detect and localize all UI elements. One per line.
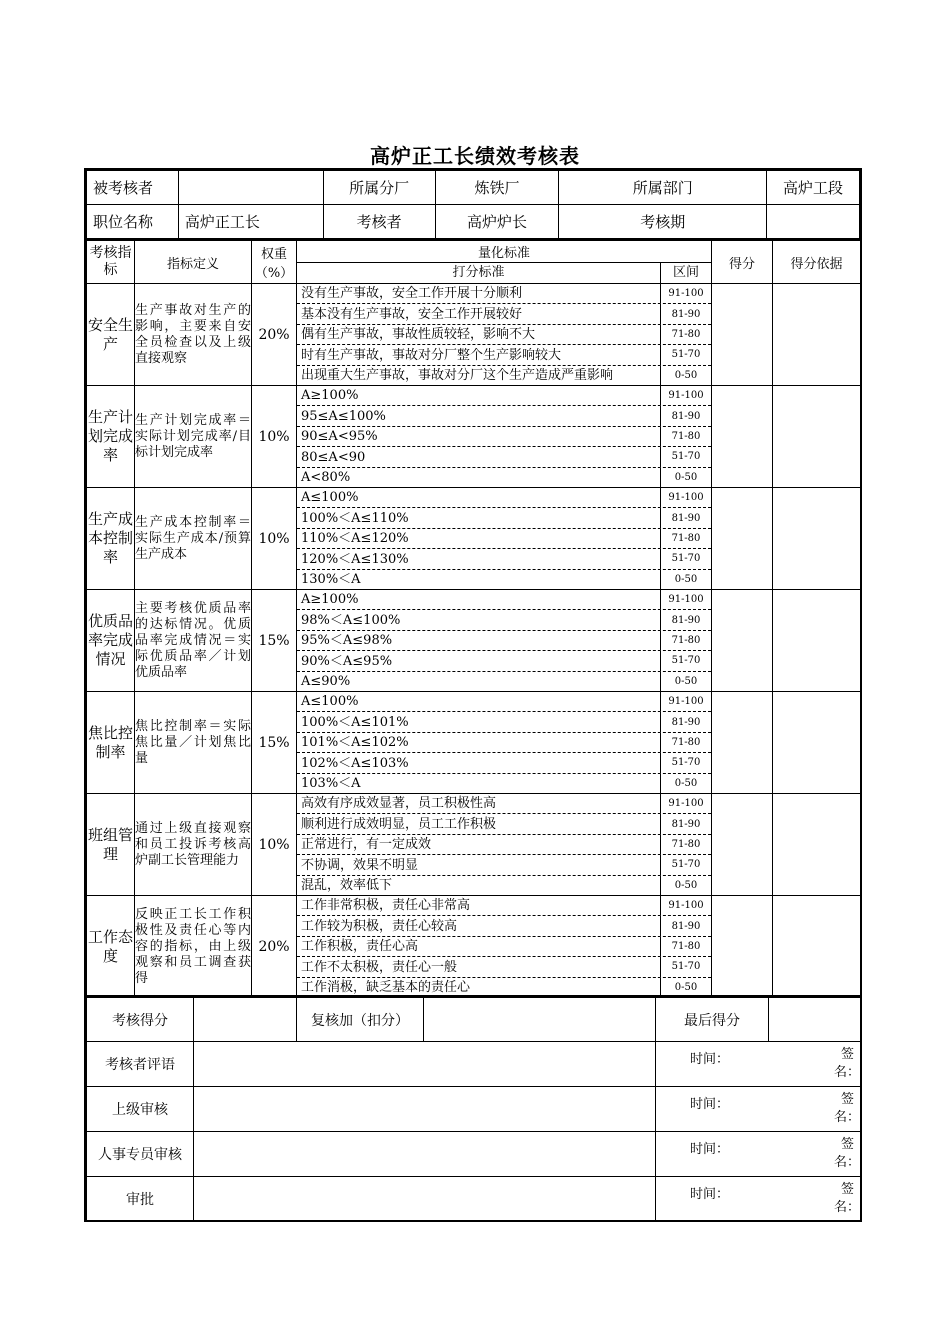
criteria-line <box>297 651 711 671</box>
indicator-name: 安全生产 <box>87 284 135 386</box>
sign-label: 签名： <box>834 1182 861 1215</box>
criteria-range: 91-100 <box>660 284 711 303</box>
score-basis-input[interactable] <box>773 590 861 692</box>
field-assessor[interactable]: 高炉炉长 <box>435 205 559 239</box>
sign-label: 签名： <box>834 1092 861 1125</box>
time-label: 时间： <box>690 1097 730 1112</box>
approval-signature[interactable] <box>656 1042 861 1087</box>
approval-row <box>87 1177 861 1222</box>
col-quant: 量化标准 <box>297 241 712 263</box>
criteria-cell <box>297 386 712 488</box>
indicator-row <box>87 284 861 386</box>
criteria-line <box>297 386 711 406</box>
label-assessee: 被考核者 <box>87 171 179 205</box>
criteria-range: 51-70 <box>660 447 711 466</box>
criteria-range: 71-80 <box>660 529 711 548</box>
indicator-weight: 20% <box>252 284 297 386</box>
label-department: 所属部门 <box>559 171 767 205</box>
criteria-range: 0-50 <box>660 468 711 487</box>
criteria-range: 81-90 <box>660 712 711 731</box>
criteria-text: 工作消极，缺乏基本的责任心 <box>301 980 471 996</box>
criteria-range: 0-50 <box>660 876 711 895</box>
indicator-name: 班组管理 <box>87 794 135 896</box>
criteria-line <box>297 529 711 549</box>
field-department[interactable]: 高炉工段 <box>767 171 860 205</box>
time-label: 时间： <box>690 1052 730 1067</box>
criteria-text: 正常进行，有一定成效 <box>301 837 432 853</box>
criteria-line <box>297 631 711 651</box>
score-input[interactable] <box>712 794 773 896</box>
indicator-table <box>86 240 861 998</box>
indicator-weight: 15% <box>252 692 297 794</box>
criteria-range: 51-70 <box>660 651 711 670</box>
criteria-range: 91-100 <box>660 692 711 711</box>
criteria-cell <box>297 284 712 386</box>
criteria-cell <box>297 896 712 998</box>
criteria-line <box>297 692 711 712</box>
col-indicator: 考核指标 <box>87 241 135 284</box>
criteria-text: 95≤A≤100% <box>301 408 386 424</box>
col-basis: 得分依据 <box>773 241 861 284</box>
indicator-weight: 10% <box>252 386 297 488</box>
footer-table <box>86 997 861 1222</box>
criteria-range: 71-80 <box>660 835 711 854</box>
criteria-text: 工作不太积极，责任心一般 <box>301 959 458 975</box>
criteria-range: 0-50 <box>660 570 711 589</box>
criteria-line <box>297 610 711 630</box>
score-input[interactable] <box>712 386 773 488</box>
time-label: 时间： <box>690 1142 730 1157</box>
criteria-range: 51-70 <box>660 753 711 772</box>
col-definition: 指标定义 <box>135 241 252 284</box>
criteria-text: 103%＜A <box>301 776 361 792</box>
criteria-line <box>297 835 711 855</box>
approval-signature[interactable] <box>656 1087 861 1132</box>
criteria-line <box>297 814 711 834</box>
criteria-range: 0-50 <box>660 978 711 997</box>
label-final-score: 最后得分 <box>656 998 769 1042</box>
col-scoring: 打分标准 <box>452 265 505 280</box>
approval-comment[interactable] <box>194 1132 656 1177</box>
indicator-name: 焦比控制率 <box>87 692 135 794</box>
criteria-range: 0-50 <box>660 366 711 385</box>
approval-comment[interactable] <box>194 1042 656 1087</box>
indicator-name: 生产计划完成率 <box>87 386 135 488</box>
score-basis-input[interactable] <box>773 794 861 896</box>
score-input[interactable] <box>712 896 773 998</box>
criteria-range: 71-80 <box>660 733 711 752</box>
criteria-range: 81-90 <box>660 916 711 935</box>
score-basis-input[interactable] <box>773 284 861 386</box>
label-position: 职位名称 <box>87 205 179 239</box>
criteria-line <box>297 794 711 814</box>
criteria-text: A≥100% <box>301 388 359 404</box>
criteria-cell <box>297 794 712 896</box>
criteria-text: 100%＜A≤101% <box>301 714 409 730</box>
criteria-line <box>297 937 711 957</box>
criteria-range: 0-50 <box>660 774 711 793</box>
criteria-line <box>297 774 711 793</box>
criteria-text: 130%＜A <box>301 572 361 588</box>
indicator-name: 工作态度 <box>87 896 135 998</box>
criteria-line <box>297 753 711 773</box>
criteria-line <box>297 325 711 345</box>
criteria-range: 51-70 <box>660 345 711 364</box>
col-range: 区间 <box>660 263 711 283</box>
criteria-text: 98%＜A≤100% <box>301 612 401 628</box>
criteria-text: A≤100% <box>301 694 359 710</box>
criteria-text: 110%＜A≤120% <box>301 531 409 547</box>
criteria-line <box>297 304 711 324</box>
score-input[interactable] <box>712 692 773 794</box>
indicator-row <box>87 692 861 794</box>
criteria-text: A≥100% <box>301 592 359 608</box>
criteria-line <box>297 549 711 569</box>
criteria-text: 95%＜A≤98% <box>301 633 393 649</box>
score-input[interactable] <box>712 590 773 692</box>
criteria-line <box>297 447 711 467</box>
criteria-range: 51-70 <box>660 549 711 568</box>
criteria-range: 81-90 <box>660 406 711 425</box>
criteria-text: 时有生产事故，事故对分厂整个生产影响较大 <box>301 347 562 363</box>
label-branch: 所属分厂 <box>323 171 435 205</box>
criteria-line <box>297 855 711 875</box>
criteria-range: 51-70 <box>660 957 711 976</box>
criteria-text: 90%＜A≤95% <box>301 653 393 669</box>
sign-label: 签名： <box>834 1047 861 1080</box>
indicator-definition: 主要考核优质品率的达标情况。优质品率完成情况＝实际优质品率／计划优质品率 <box>135 590 252 692</box>
approval-comment[interactable] <box>194 1087 656 1132</box>
criteria-range: 91-100 <box>660 794 711 813</box>
score-input[interactable] <box>712 488 773 590</box>
approval-row <box>87 1087 861 1132</box>
criteria-text: 90≤A<95% <box>301 429 378 445</box>
indicator-definition: 反映正工长工作积极性及责任心等内容的指标，由上级观察和员工调查获得 <box>135 896 252 998</box>
criteria-text: 80≤A<90 <box>301 449 366 465</box>
header-table <box>86 170 860 239</box>
criteria-line <box>297 284 711 304</box>
approval-comment[interactable] <box>194 1177 656 1222</box>
label-period: 考核期 <box>559 205 767 239</box>
criteria-line <box>297 508 711 528</box>
criteria-range: 71-80 <box>660 631 711 650</box>
approval-label: 人事专员审核 <box>87 1132 194 1177</box>
criteria-range: 91-100 <box>660 896 711 915</box>
approval-label: 考核者评语 <box>87 1042 194 1087</box>
criteria-line <box>297 672 711 691</box>
indicator-definition: 焦比控制率＝实际焦比量／计划焦比量 <box>135 692 252 794</box>
field-position[interactable]: 高炉正工长 <box>178 205 323 239</box>
criteria-text: 不协调，效果不明显 <box>301 857 419 873</box>
criteria-text: 高效有序成效显著，员工积极性高 <box>301 796 497 812</box>
criteria-range: 81-90 <box>660 610 711 629</box>
criteria-line <box>297 957 711 977</box>
approval-signature[interactable] <box>656 1177 861 1222</box>
field-final-score[interactable] <box>769 998 861 1042</box>
criteria-range: 91-100 <box>660 488 711 507</box>
criteria-text: A≤100% <box>301 490 359 506</box>
criteria-text: 101%＜A≤102% <box>301 735 409 751</box>
indicator-weight: 15% <box>252 590 297 692</box>
indicator-definition: 生产成本控制率＝实际生产成本/预算生产成本 <box>135 488 252 590</box>
criteria-range: 91-100 <box>660 386 711 405</box>
indicator-definition: 通过上级直接观察和员工投诉考核高炉副工长管理能力 <box>135 794 252 896</box>
time-label: 时间： <box>690 1187 730 1202</box>
indicator-weight: 10% <box>252 488 297 590</box>
field-period[interactable] <box>767 205 860 239</box>
criteria-cell <box>297 488 712 590</box>
criteria-text: 偶有生产事故，事故性质较轻，影响不大 <box>301 327 536 343</box>
criteria-range: 91-100 <box>660 590 711 609</box>
indicator-name: 优质品率完成情况 <box>87 590 135 692</box>
page-title: 高炉正工长绩效考核表 <box>370 144 580 168</box>
indicator-name: 生产成本控制率 <box>87 488 135 590</box>
criteria-line <box>297 427 711 447</box>
sign-label: 签名： <box>834 1137 861 1170</box>
criteria-line <box>297 488 711 508</box>
criteria-line <box>297 468 711 487</box>
indicator-definition: 生产计划完成率＝实际计划完成率/目标计划完成率 <box>135 386 252 488</box>
criteria-line <box>297 406 711 426</box>
criteria-range: 71-80 <box>660 427 711 446</box>
approval-row <box>87 1132 861 1177</box>
criteria-line <box>297 570 711 589</box>
criteria-range: 71-80 <box>660 937 711 956</box>
indicator-row <box>87 386 861 488</box>
indicator-weight: 10% <box>252 794 297 896</box>
criteria-text: 顺利进行成效明显，员工工作积极 <box>301 816 497 832</box>
criteria-range: 81-90 <box>660 304 711 323</box>
criteria-text: 120%＜A≤130% <box>301 551 409 567</box>
indicator-definition: 生产事故对生产的影响，主要来自安全员检查以及上级直接观察 <box>135 284 252 386</box>
criteria-range: 71-80 <box>660 325 711 344</box>
criteria-range: 51-70 <box>660 855 711 874</box>
field-branch[interactable]: 炼铁厂 <box>435 171 559 205</box>
criteria-range: 81-90 <box>660 814 711 833</box>
criteria-range: 81-90 <box>660 508 711 527</box>
criteria-text: 100%＜A≤110% <box>301 510 409 526</box>
indicator-row <box>87 794 861 896</box>
criteria-line <box>297 916 711 936</box>
indicator-row <box>87 488 861 590</box>
indicator-row <box>87 896 861 998</box>
indicator-row <box>87 590 861 692</box>
approval-row <box>87 1042 861 1087</box>
criteria-line <box>297 366 711 385</box>
score-basis-input[interactable] <box>773 386 861 488</box>
criteria-line <box>297 712 711 732</box>
approval-label: 审批 <box>87 1177 194 1222</box>
label-review-adjust: 复核加（扣分） <box>297 998 424 1042</box>
score-input[interactable] <box>712 284 773 386</box>
field-assessee[interactable] <box>178 171 323 205</box>
score-basis-input[interactable] <box>773 692 861 794</box>
criteria-text: 基本没有生产事故，安全工作开展较好 <box>301 306 523 322</box>
label-assessor: 考核者 <box>323 205 435 239</box>
criteria-line <box>297 345 711 365</box>
criteria-text: 工作较为积极，责任心较高 <box>301 918 458 934</box>
label-total-score: 考核得分 <box>87 998 194 1042</box>
criteria-text: 102%＜A≤103% <box>301 755 409 771</box>
criteria-cell <box>297 590 712 692</box>
field-review-adjust[interactable] <box>424 998 656 1042</box>
criteria-cell <box>297 692 712 794</box>
criteria-text: 出现重大生产事故，事故对分厂这个生产造成严重影响 <box>301 368 614 384</box>
criteria-text: 混乱，效率低下 <box>301 878 393 894</box>
criteria-text: A<80% <box>301 470 351 486</box>
score-basis-input[interactable] <box>773 488 861 590</box>
criteria-line <box>297 733 711 753</box>
criteria-range: 0-50 <box>660 672 711 691</box>
criteria-text: 工作非常积极，责任心非常高 <box>301 898 471 914</box>
approval-label: 上级审核 <box>87 1087 194 1132</box>
approval-signature[interactable] <box>656 1132 861 1177</box>
indicator-weight: 20% <box>252 896 297 998</box>
criteria-text: 工作积极，责任心高 <box>301 939 419 955</box>
score-basis-input[interactable] <box>773 896 861 998</box>
criteria-text: A≤90% <box>301 674 351 690</box>
criteria-text: 没有生产事故，安全工作开展十分顺利 <box>301 286 523 302</box>
criteria-line <box>297 896 711 916</box>
criteria-line <box>297 876 711 895</box>
criteria-line <box>297 590 711 610</box>
col-score: 得分 <box>712 241 773 284</box>
col-weight: 权重（%） <box>252 241 297 284</box>
field-total-score[interactable] <box>194 998 297 1042</box>
